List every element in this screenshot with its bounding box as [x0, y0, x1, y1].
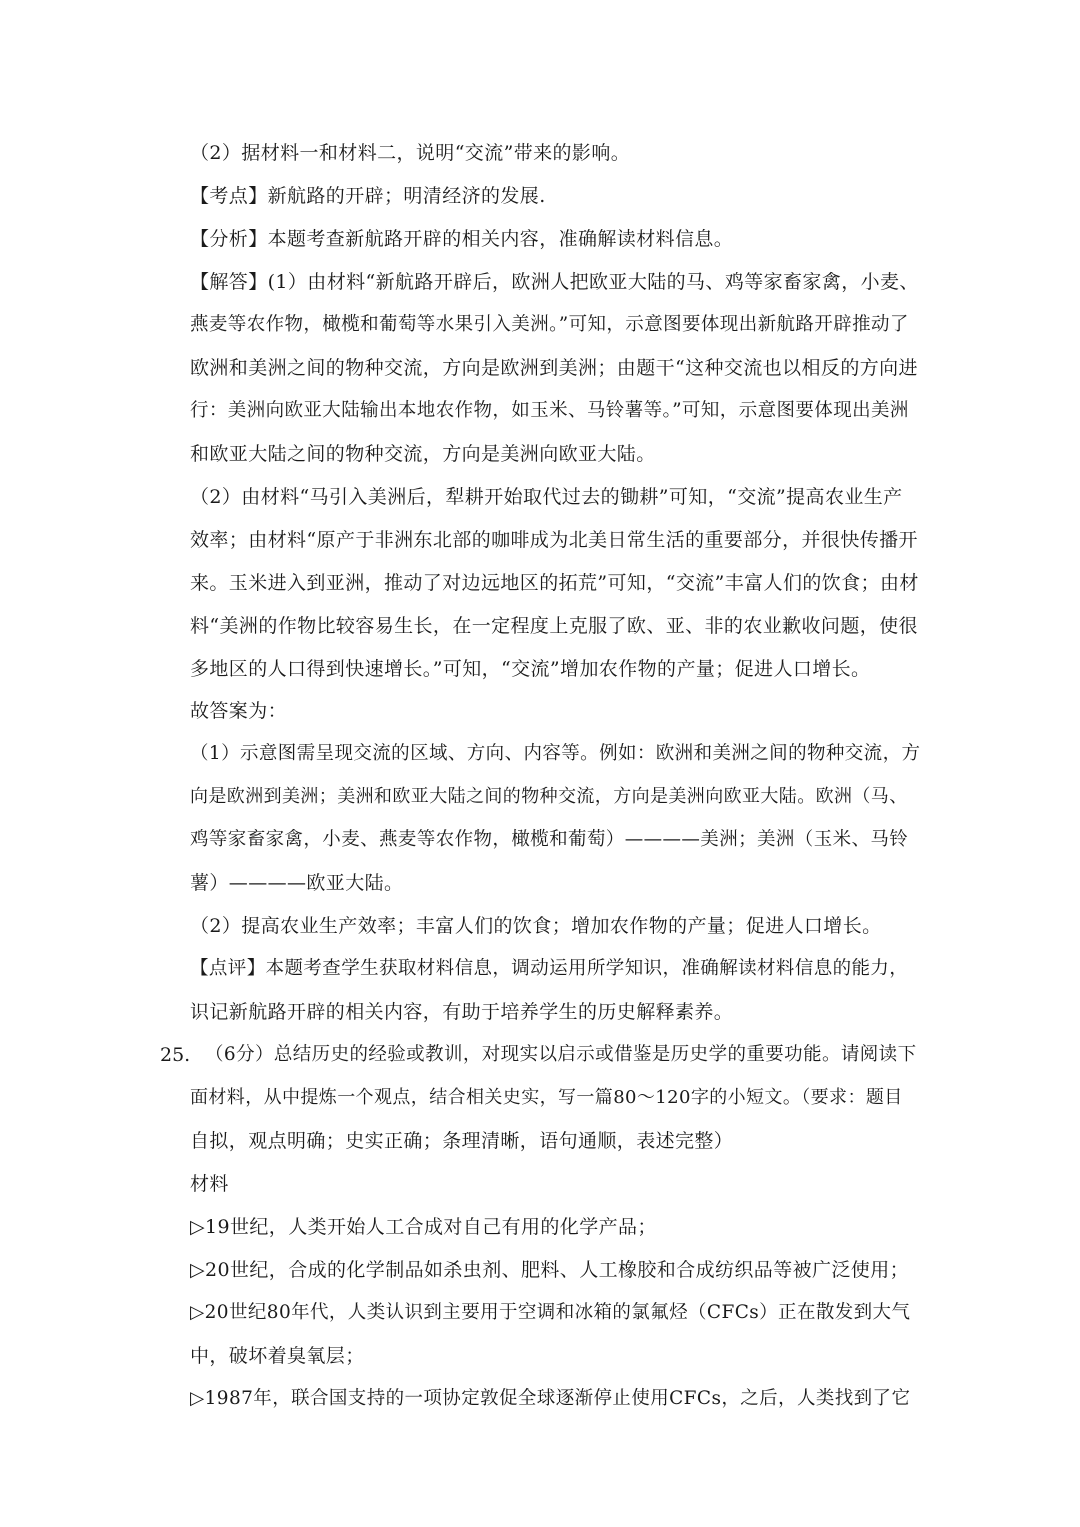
jieda-line-1: 【解答】(1）由材料“新航路开辟后，欧洲人把欧亚大陆的马、鸡等家畜家禽，小麦、: [190, 271, 919, 293]
dianping-line-2: 识记新航路开辟的相关内容，有助于培养学生的历史解释素养。: [190, 1001, 734, 1023]
jieda-line-4: 行：美洲向欧亚大陆输出本地农作物，如玉米、马铃薯等。”可知，示意图要体现出美洲: [190, 400, 909, 421]
jieda-part2-line-1: （2）由材料“马引入美洲后，犁耕开始取代过去的锄耕”可知，“交流”提高农业生产: [190, 486, 903, 508]
jieda-part2-line-2: 效率；由材料“原产于非洲东北部的咖啡成为北美日常生活的重要部分，并很快传播开: [190, 529, 918, 551]
material-item-1: ▷19世纪，人类开始人工合成对自己有用的化学产品；: [190, 1216, 657, 1238]
material-item-2: ▷20世纪，合成的化学制品如杀虫剂、肥料、人工橡胶和合成纺织品等被广泛使用；: [190, 1259, 909, 1281]
question-25-number: 25.: [160, 1044, 191, 1066]
kaodian-line: 【考点】新航路的开辟；明清经济的发展.: [190, 185, 546, 207]
answer-1-line-1: （1）示意图需呈现交流的区域、方向、内容等。例如：欧洲和美洲之间的物种交流，方: [190, 743, 921, 764]
jieda-part2-line-4: 料“美洲的作物比较容易生长，在一定程度上克服了欧、亚、非的农业歉收问题，使很: [190, 615, 918, 637]
answer-1-line-4: 薯）————欧亚大陆。: [190, 872, 404, 894]
jieda-part2-line-3: 来。玉米进入到亚洲，推动了对边远地区的拓荒”可知，“交流”丰富人们的饮食；由材: [190, 572, 919, 594]
question-25-line-2: 面材料，从中提炼一个观点，结合相关史实，写一篇80～120字的小短文。（要求：题目: [190, 1087, 903, 1108]
material-item-4: ▷1987年，联合国支持的一项协定敦促全球逐渐停止使用CFCs，之后，人类找到了它: [190, 1388, 911, 1409]
answer-2-line: （2）提高农业生产效率；丰富人们的饮食；增加农作物的产量；促进人口增长。: [190, 915, 882, 937]
dianping-line-1: 【点评】本题考查学生获取材料信息，调动运用所学知识，准确解读材料信息的能力，: [190, 958, 909, 979]
jieda-part2-line-5: 多地区的人口得到快速增长。”可知，“交流”增加农作物的产量；促进人口增长。: [190, 658, 871, 680]
jieda-line-3: 欧洲和美洲之间的物种交流，方向是欧洲到美洲；由题干“这种交流也以相反的方向进: [190, 357, 918, 379]
answer-1-line-3: 鸡等家畜家禽，小麦、燕麦等农作物，橄榄和葡萄）————美洲；美洲（玉米、马铃: [190, 829, 909, 850]
question-25-line-1: （6分）总结历史的经验或教训，对现实以启示或借鉴是历史学的重要功能。请阅读下: [205, 1044, 917, 1065]
answer-heading: 故答案为：: [190, 700, 288, 722]
fenxi-line: 【分析】本题考查新航路开辟的相关内容，准确解读材料信息。: [190, 228, 734, 250]
material-item-3-line-1: ▷20世纪80年代，人类认识到主要用于空调和冰箱的氯氟烃（CFCs）正在散发到大气: [190, 1302, 911, 1323]
question-2-prompt: （2）据材料一和材料二，说明“交流”带来的影响。: [190, 142, 631, 164]
jieda-line-2: 燕麦等农作物，橄榄和葡萄等水果引入美洲。”可知，示意图要体现出新航路开辟推动了: [190, 314, 909, 335]
material-heading: 材料: [190, 1173, 229, 1195]
jieda-line-5: 和欧亚大陆之间的物种交流，方向是美洲向欧亚大陆。: [190, 443, 656, 465]
answer-1-line-2: 向是欧洲到美洲；美洲和欧亚大陆之间的物种交流，方向是美洲向欧亚大陆。欧洲（马、: [190, 786, 908, 807]
material-item-3-line-2: 中，破坏着臭氧层；: [190, 1345, 365, 1367]
question-25-line-3: 自拟，观点明确；史实正确；条理清晰，语句通顺，表述完整）: [190, 1130, 734, 1152]
